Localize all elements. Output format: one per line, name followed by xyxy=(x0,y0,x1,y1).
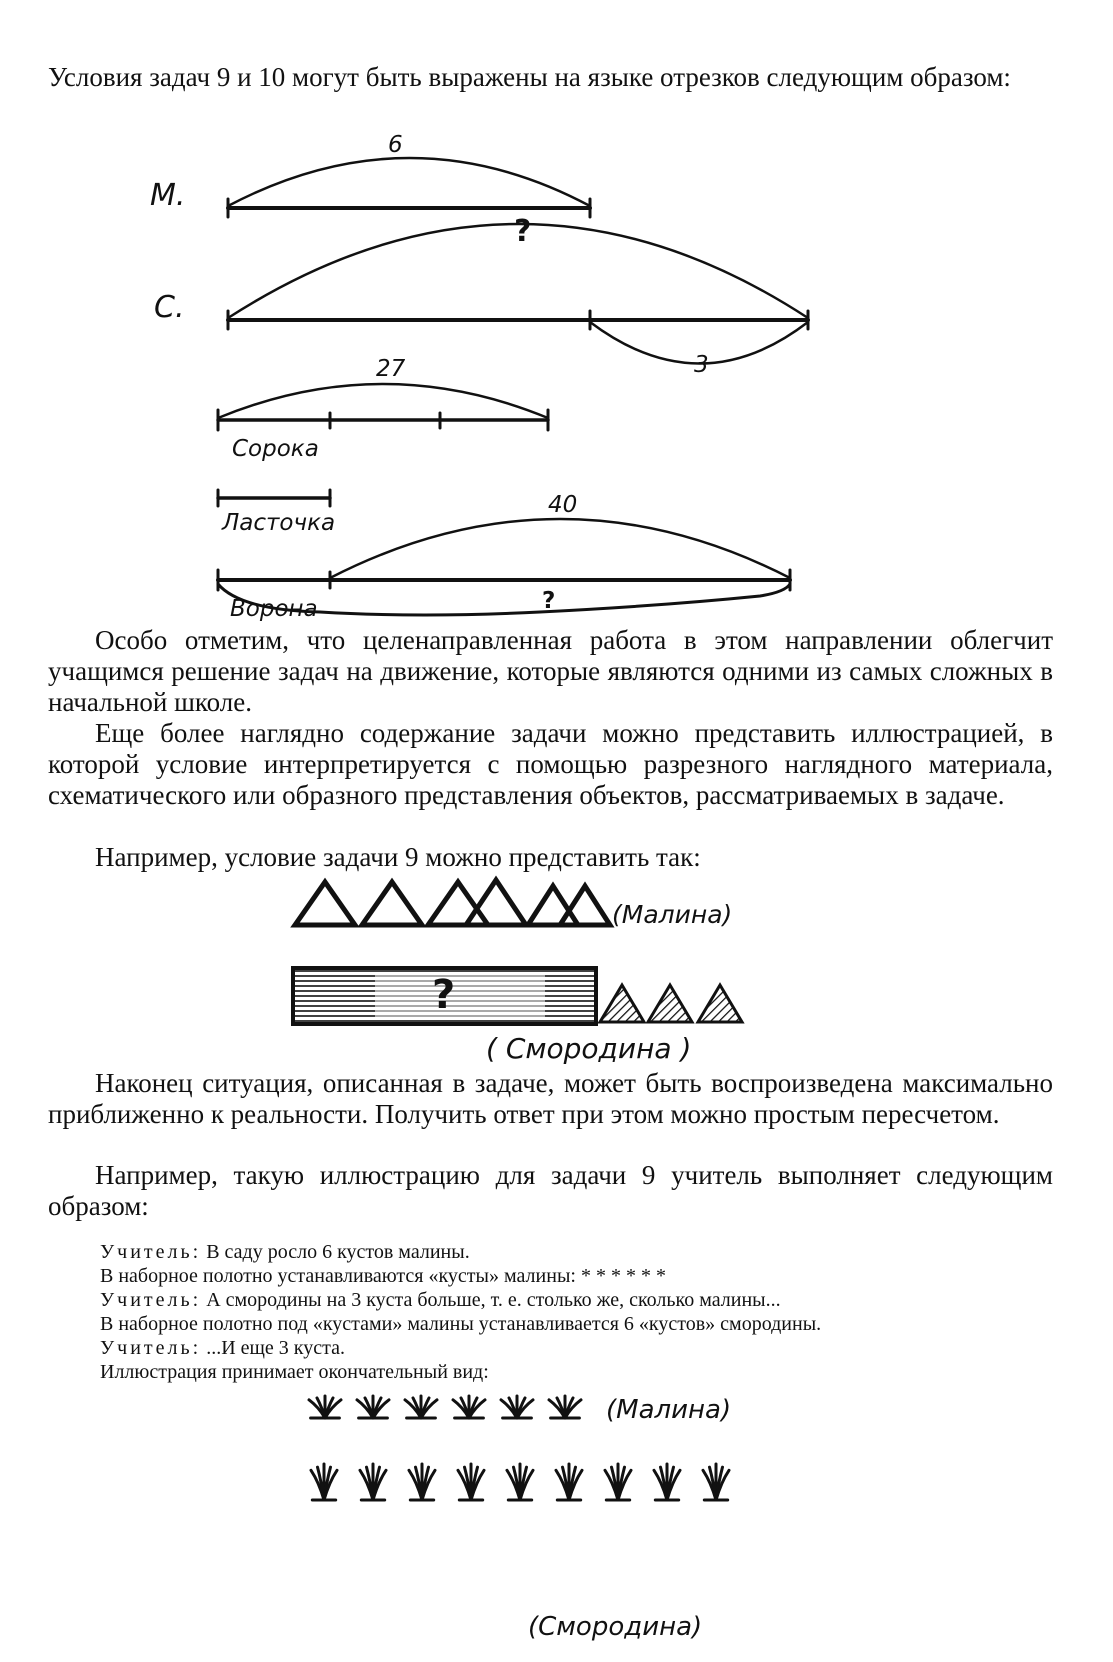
paragraph-example-task9: Например, условие задачи 9 можно представить так: xyxy=(95,842,701,872)
currant-bush-icon xyxy=(703,1464,729,1500)
speaker-label: Учитель: xyxy=(100,1337,202,1359)
paragraph-illustration: Еще более наглядно содержание задачи можно представить иллюстрацией, в которой условие интерпретируется с помощью разрезного наглядного материала, схематического или образного представления объектов, рассматриваемых в задаче. xyxy=(48,718,1053,810)
value-twenty-seven: 27 xyxy=(376,356,406,382)
label-malina-short: М. xyxy=(150,178,186,213)
raspberry-bush-icon xyxy=(357,1396,389,1418)
value-forty: 40 xyxy=(548,492,578,518)
label-soroka: Сорока xyxy=(232,436,319,462)
currant-bush-icon xyxy=(507,1464,533,1500)
dialog-text: ...И еще 3 куста. xyxy=(206,1337,345,1359)
dialog-line: В наборное полотно устанавливаются «кусты» малины: * * * * * * xyxy=(100,1265,666,1287)
value-six: 6 xyxy=(388,132,403,158)
value-three: 3 xyxy=(694,352,709,378)
currant-bush-icon xyxy=(458,1464,484,1500)
question-mark-bar: ? xyxy=(432,972,456,1018)
label-smorodina-short: С. xyxy=(154,290,185,325)
speaker-label: Учитель: xyxy=(100,1241,202,1263)
raspberry-bush-icon xyxy=(309,1396,341,1418)
raspberry-label-triangles: (Малина) xyxy=(612,900,733,929)
raspberry-bush-icon xyxy=(405,1396,437,1418)
label-lastochka: Ласточка xyxy=(222,510,336,536)
speaker-label: Учитель: xyxy=(100,1289,202,1311)
paragraph-teacher-example: Например, такую иллюстрацию для задачи 9 учитель выполняет следующим образом: xyxy=(48,1160,1053,1221)
question-mark-task10: ? xyxy=(542,588,556,614)
currant-bush-icon xyxy=(605,1464,631,1500)
paragraph-reality: Наконец ситуация, описанная в задаче, может быть воспроизведена максимально приближенно к реальности. Получить ответ при этом можно простым пересчетом. xyxy=(48,1068,1053,1129)
currant-bush-icon xyxy=(654,1464,680,1500)
dialog-text: А смородины на 3 куста больше, т. е. столько же, сколько малины... xyxy=(206,1289,781,1311)
paragraph-motion-tasks: Особо отметим, что целенаправленная работа в этом направлении облегчит учащимся решение задач на движение, которые являются одними из самых сложных в начальной школе. xyxy=(48,625,1053,717)
currant-label-bushes: (Смородина) xyxy=(528,1612,703,1642)
raspberry-bush-icon xyxy=(501,1396,533,1418)
currant-bush-icon xyxy=(556,1464,582,1500)
currant-bush-icon xyxy=(311,1464,337,1500)
currant-label-bar: ( Смородина ) xyxy=(486,1032,692,1065)
currant-bush-icon xyxy=(409,1464,435,1500)
label-vorona: Ворона xyxy=(230,596,318,622)
question-mark-task9: ? xyxy=(514,214,532,249)
dialog-text: В саду росло 6 кустов малины. xyxy=(206,1241,470,1263)
currant-bush-icon xyxy=(360,1464,386,1500)
dialog-line: Иллюстрация принимает окончательный вид: xyxy=(100,1361,489,1383)
raspberry-label-bushes: (Малина) xyxy=(606,1395,732,1425)
dialog-line: В наборное полотно под «кустами» малины устанавливается 6 «кустов» смородины. xyxy=(100,1313,822,1335)
raspberry-bush-icon xyxy=(453,1396,485,1418)
intro-paragraph: Условия задач 9 и 10 могут быть выражены на языке отрезков следующим образом: xyxy=(48,62,1011,92)
raspberry-bush-icon xyxy=(549,1396,581,1418)
